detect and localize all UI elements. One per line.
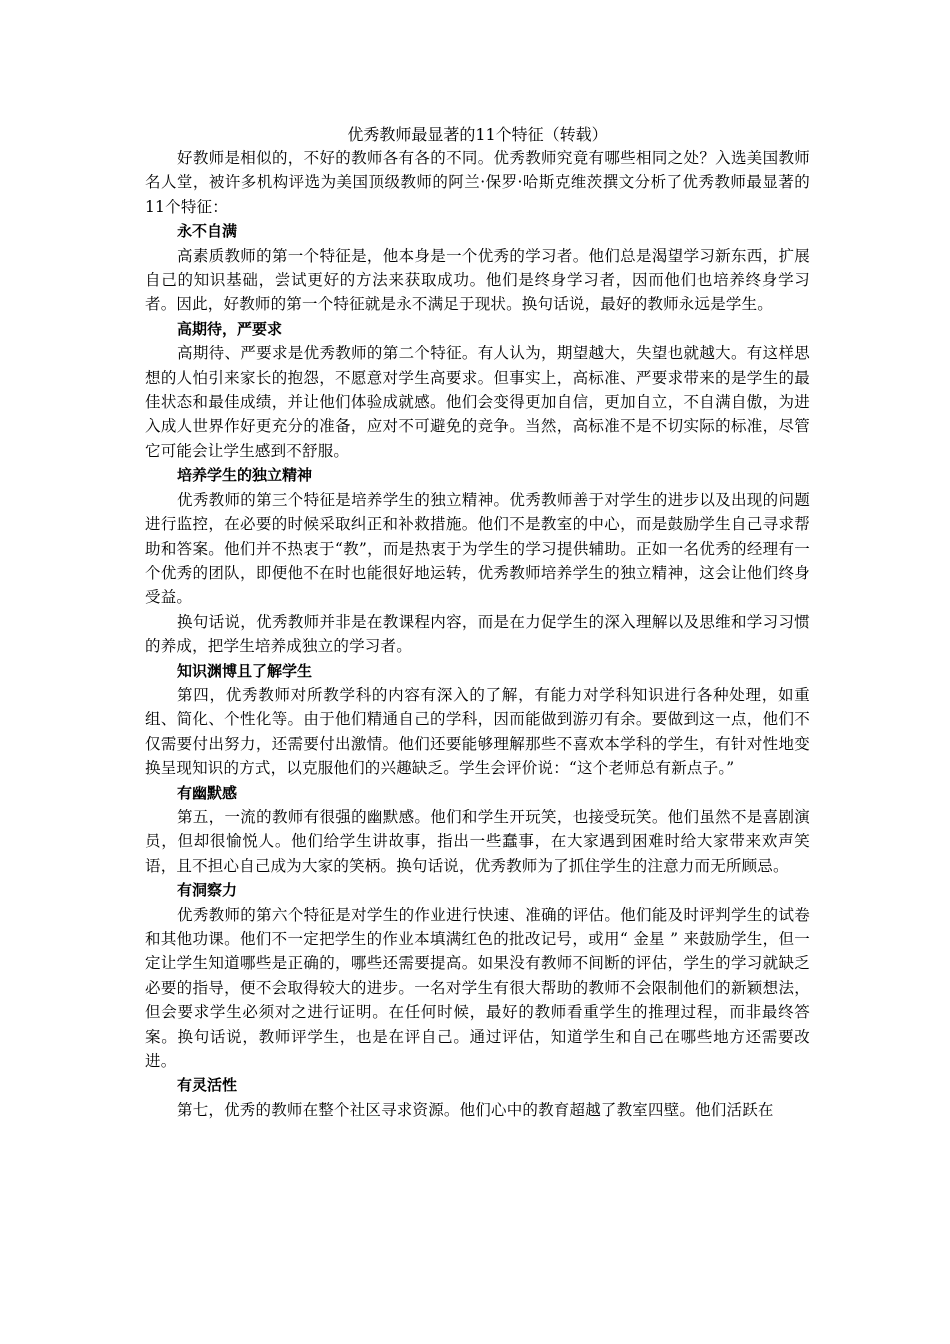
section-heading-1: 永不自满 (177, 222, 238, 241)
section-3-paragraph-2: 换句话说，优秀教师并非是在教课程内容，而是在力促学生的深入理解以及思维和学习习惯的养成，把学生培养成独立的学习者。 (145, 612, 810, 656)
section-heading-6: 有洞察力 (177, 881, 238, 900)
section-2-paragraph-1: 高期待、严要求是优秀教师的第二个特征。有人认为，期望越大，失望也就越大。有这样思想的人怕引来家长的抱怨，不愿意对学生高要求。但事实上，高标准、严要求带来的是学生的最佳状态和最佳成绩，并让他们体验成就感。他们会变得更加自信，更加自立，不自满自傲，为进入成人世界作好更充分的准备，应对不可避免的竞争。当然，高标准不是不切实际的标准，尽管它可能会让学生感到不舒服。 (145, 344, 810, 460)
section-heading-2: 高期待，严要求 (177, 319, 283, 338)
section-1-paragraph-1: 高素质教师的第一个特征是，他本身是一个优秀的学习者。他们总是渴望学习新东西，扩展自己的知识基础，尝试更好的方法来获取成功。他们是终身学习者，因而他们也培养终身学习者。因此，好教师的第一个特征就是永不满足于现状。换句话说，最好的教师永远是学生。 (145, 246, 810, 314)
document-title: 优秀教师最显著的11个特征（转载） (347, 125, 608, 144)
section-4-paragraph-1: 第四，优秀教师对所教学科的内容有深入的了解，有能力对学科知识进行各种处理，如重组、简化、个性化等。由于他们精通自己的学科，因而能做到游刃有余。要做到这一点，他们不仅需要付出努力，还需要付出激情。他们还要能够理解那些不喜欢本学科的学生，有针对性地变换呈现知识的方式，以克服他们的兴趣缺乏。学生会评价说：“这个老师总有新点子。” (145, 685, 810, 778)
section-heading-3: 培养学生的独立精神 (177, 466, 313, 485)
section-3-paragraph-1: 优秀教师的第三个特征是培养学生的独立精神。优秀教师善于对学生的进步以及出现的问题进行监控，在必要的时候采取纠正和补救措施。他们不是教室的中心，而是鼓励学生自己寻求帮助和答案。他们并不热衷于“教”，而是热衷于为学生的学习提供辅助。正如一名优秀的经理有一个优秀的团队，即便他不在时也能很好地运转，优秀教师培养学生的独立精神，这会让他们终身受益。 (145, 490, 810, 607)
section-7-paragraph-1: 第七，优秀的教师在整个社区寻求资源。他们心中的教育超越了教室四壁。他们活跃在 (177, 1100, 774, 1119)
document-page (145, 124, 810, 1122)
section-heading-5: 有幽默感 (177, 783, 238, 802)
section-heading-7: 有灵活性 (177, 1076, 238, 1095)
intro-paragraph: 好教师是相似的，不好的教师各有各的不同。优秀教师究竟有哪些相同之处？入选美国教师名人堂，被许多机构评选为美国顶级教师的阿兰·保罗·哈斯克维茨撰文分析了优秀教师最显著的11个特征： (145, 149, 810, 216)
section-heading-4: 知识渊博且了解学生 (177, 661, 313, 680)
section-5-paragraph-1: 第五，一流的教师有很强的幽默感。他们和学生开玩笑，也接受玩笑。他们虽然不是喜剧演员，但却很愉悦人。他们给学生讲故事，指出一些蠢事，在大家遇到困难时给大家带来欢声笑语，且不担心自己成为大家的笑柄。换句话说，优秀教师为了抓住学生的注意力而无所顾忌。 (145, 807, 810, 875)
section-6-paragraph-1: 优秀教师的第六个特征是对学生的作业进行快速、准确的评估。他们能及时评判学生的试卷和其他功课。他们不一定把学生的作业本填满红色的批改记号，或用“ 金星 ” 来鼓励学生，但一定让学生知道哪些是正确的，哪些还需要提高。如果没有教师不间断的评估，学生的学习就缺乏必要的指导，便不会取得较大的进步。一名对学生有很大帮助的教师不会限制他们的新颖想法，但会要求学生必须对之进行证明。在任何时候，最好的教师看重学生的推理过程，而非最终答案。换句话说，教师评学生，也是在评自己。通过评估，知道学生和自己在哪些地方还需要改进。 (145, 905, 810, 1071)
